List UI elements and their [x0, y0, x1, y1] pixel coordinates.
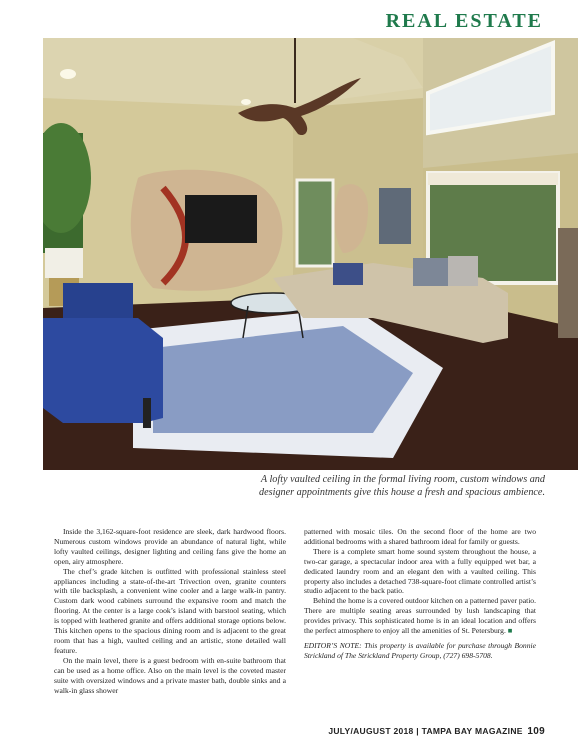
photo-caption — [200, 474, 545, 499]
magazine-name: TAMPA BAY MAGAZINE — [421, 726, 523, 736]
page-number: 109 — [527, 726, 545, 737]
caption-line-2: designer appointments give this house a fresh and spacious ambience. — [259, 486, 545, 498]
article-left-column — [54, 527, 286, 695]
paragraph: patterned with mosaic tiles. On the second floor of the home are two additional bedrooms with a shared bathroom ideal for family or guests. — [304, 527, 536, 546]
editors-note: EDITOR’S NOTE: This property is available for purchase through Bonnie Strickland of The Strickland Property Group, (727) 698-5708. — [304, 640, 536, 660]
paragraph-text: Behind the home is a covered outdoor kitchen on a patterned paver patio. There are multiple seating areas surrounded by lush landscaping that provides privacy. This sophisticated home is in an ideal location and offers the perfect atmosphere to enjoy all the amenities of St. Petersburg. — [304, 596, 536, 636]
paragraph: The chef’s grade kitchen is outfitted with professional stainless steel appliances including a state-of-the-art Trivection oven, granite counters with tile backsplash, a convenient wine cooler and a large walk-in pantry. Custom dark wood cabinets surround the expansive room and match the flooring. At the center is a large cook’s island with barstool seating, which is topped with leathered granite and offers additional storage options below. This kitchen opens to the spacious dining room and is adjacent to the great room that has a high, vaulted ceiling and an artistic, stone detailed wall feature. — [54, 566, 286, 655]
footer-separator: | — [416, 726, 419, 736]
page-footer — [328, 726, 545, 737]
caption-line-1: A lofty vaulted ceiling in the formal living room, custom windows and — [260, 474, 545, 485]
issue-date: JULY/AUGUST 2018 — [328, 726, 414, 736]
section-title: REAL ESTATE — [385, 10, 543, 32]
paragraph: There is a complete smart home sound system throughout the house, a two-car garage, a spectacular indoor area with a fully equipped wet bar, a dedicated laundry room and an elegant den with a vaulted ceiling. This property also includes a detached 738-square-foot climate controlled artist’s studio adjacent to the back patio. — [304, 546, 536, 596]
paragraph: Inside the 3,162-square-foot residence are sleek, dark hardwood floors. Numerous custom windows provide an abundance of natural light, while lofty vaulted ceilings, designer lighting and ceiling fans give the home an open, airy atmosphere. — [54, 527, 286, 566]
article-right-column — [304, 527, 536, 661]
paragraph: On the main level, there is a guest bedroom with en-suite bathroom that can be used as a home office. Also on the main level is the coveted master suite with oversized windows and a private master bath, double sinks and a walk-in glass shower — [54, 655, 286, 695]
end-mark-icon: ■ — [507, 626, 513, 636]
paragraph — [304, 596, 536, 636]
living-room-photo — [43, 38, 578, 470]
